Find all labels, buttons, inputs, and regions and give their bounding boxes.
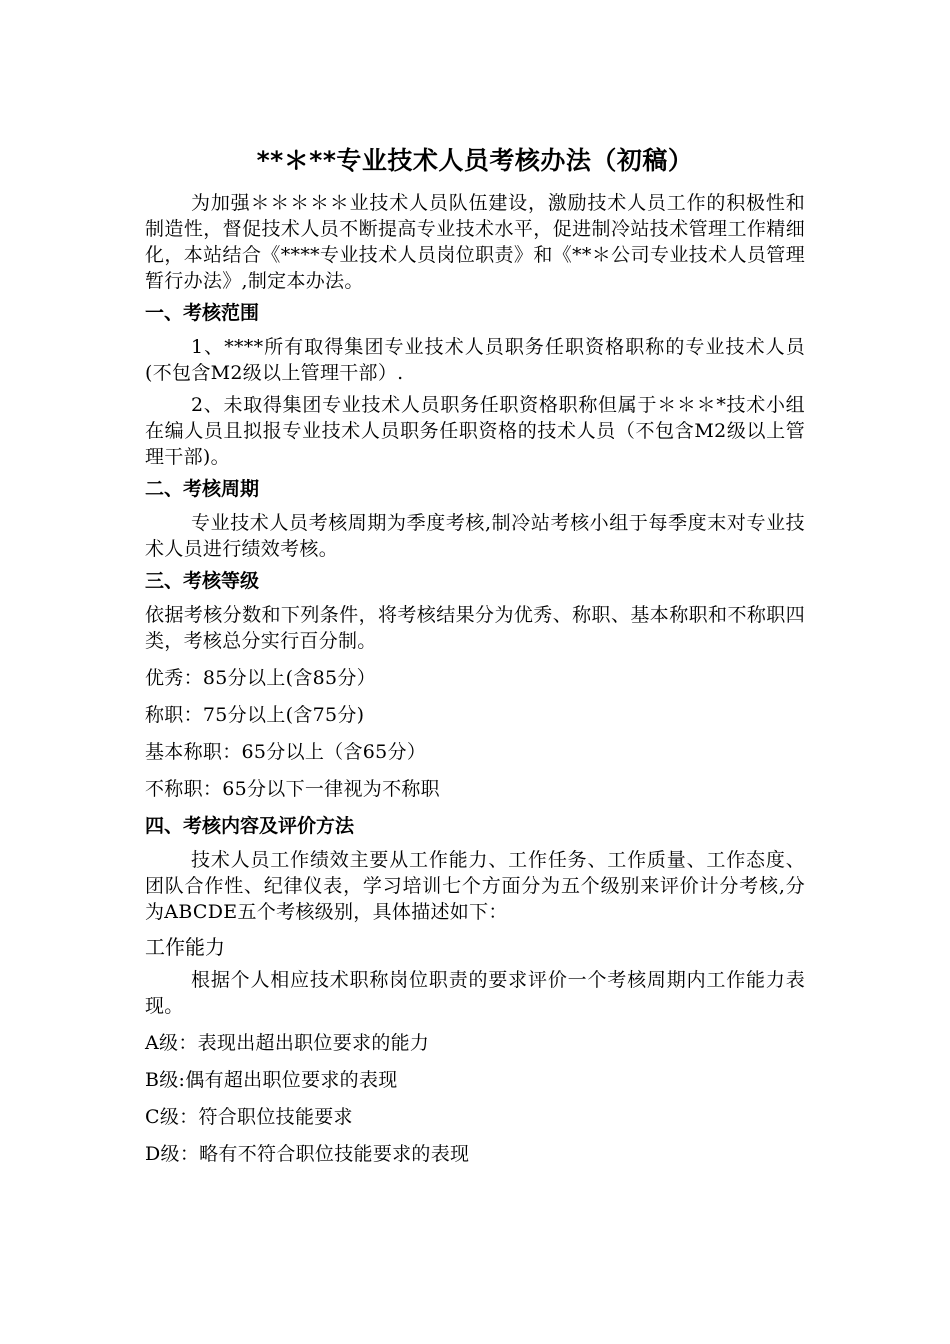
grade-level-excellent: 优秀：85分以上(含85分）	[145, 667, 376, 689]
ability-grade-a: A级：表现出超出职位要求的能力	[145, 1032, 430, 1054]
grades-paragraph: 依据考核分数和下列条件，将考核结果分为优秀、称职、基本称职和不称职四类，考核总分实行百分制。	[145, 604, 805, 652]
scope-item-2: 2、未取得集团专业技术人员职务任职资格职称但属于＊＊＊*技术小组在编人员且拟报专业技术人员职务任职资格的技术人员（不包含M2级以上管理干部)。	[145, 394, 805, 468]
document-page	[145, 138, 805, 1178]
ability-grade-d: D级：略有不符合职位技能要求的表现	[145, 1143, 470, 1165]
work-ability-paragraph: 根据个人相应技术职称岗位职责的要求评价一个考核周期内工作能力表现。	[145, 969, 805, 1017]
section-heading-grades: 三、考核等级	[145, 570, 260, 592]
grade-level-competent: 称职：75分以上(含75分)	[145, 704, 365, 726]
ability-grade-c: C级：符合职位技能要求	[145, 1106, 353, 1128]
document-title: **＊**专业技术人员考核办法（初稿）	[256, 146, 694, 175]
subheading-work-ability: 工作能力	[145, 935, 225, 959]
grade-level-basic: 基本称职：65分以上（含65分）	[145, 741, 427, 763]
section-heading-scope: 一、考核范围	[145, 302, 260, 324]
section-heading-content: 四、考核内容及评价方法	[145, 815, 355, 837]
intro-paragraph: 为加强＊＊＊＊＊业技术人员队伍建设，激励技术人员工作的积极性和制造性，督促技术人员不断提高专业技术水平，促进制冷站技术管理工作精细化，本站结合《****专业技术人员岗位职责》和《**＊公司专业技术人员管理暂行办法》,制定本办法。	[145, 192, 805, 292]
ability-grade-b: B级:偶有超出职位要求的表现	[145, 1069, 398, 1091]
section-heading-period: 二、考核周期	[145, 478, 260, 500]
period-paragraph: 专业技术人员考核周期为季度考核,制冷站考核小组于每季度末对专业技术人员进行绩效考核。	[145, 512, 805, 560]
scope-item-1: 1、****所有取得集团专业技术人员职务任职资格职称的专业技术人员(不包含M2级以上管理干部）.	[145, 336, 805, 384]
content-paragraph: 技术人员工作绩效主要从工作能力、工作任务、工作质量、工作态度、团队合作性、纪律仪表，学习培训七个方面分为五个级别来评价计分考核,分为ABCDE五个考核级别，具体描述如下：	[145, 849, 805, 923]
grade-level-incompetent: 不称职：65分以下一律视为不称职	[145, 778, 440, 800]
